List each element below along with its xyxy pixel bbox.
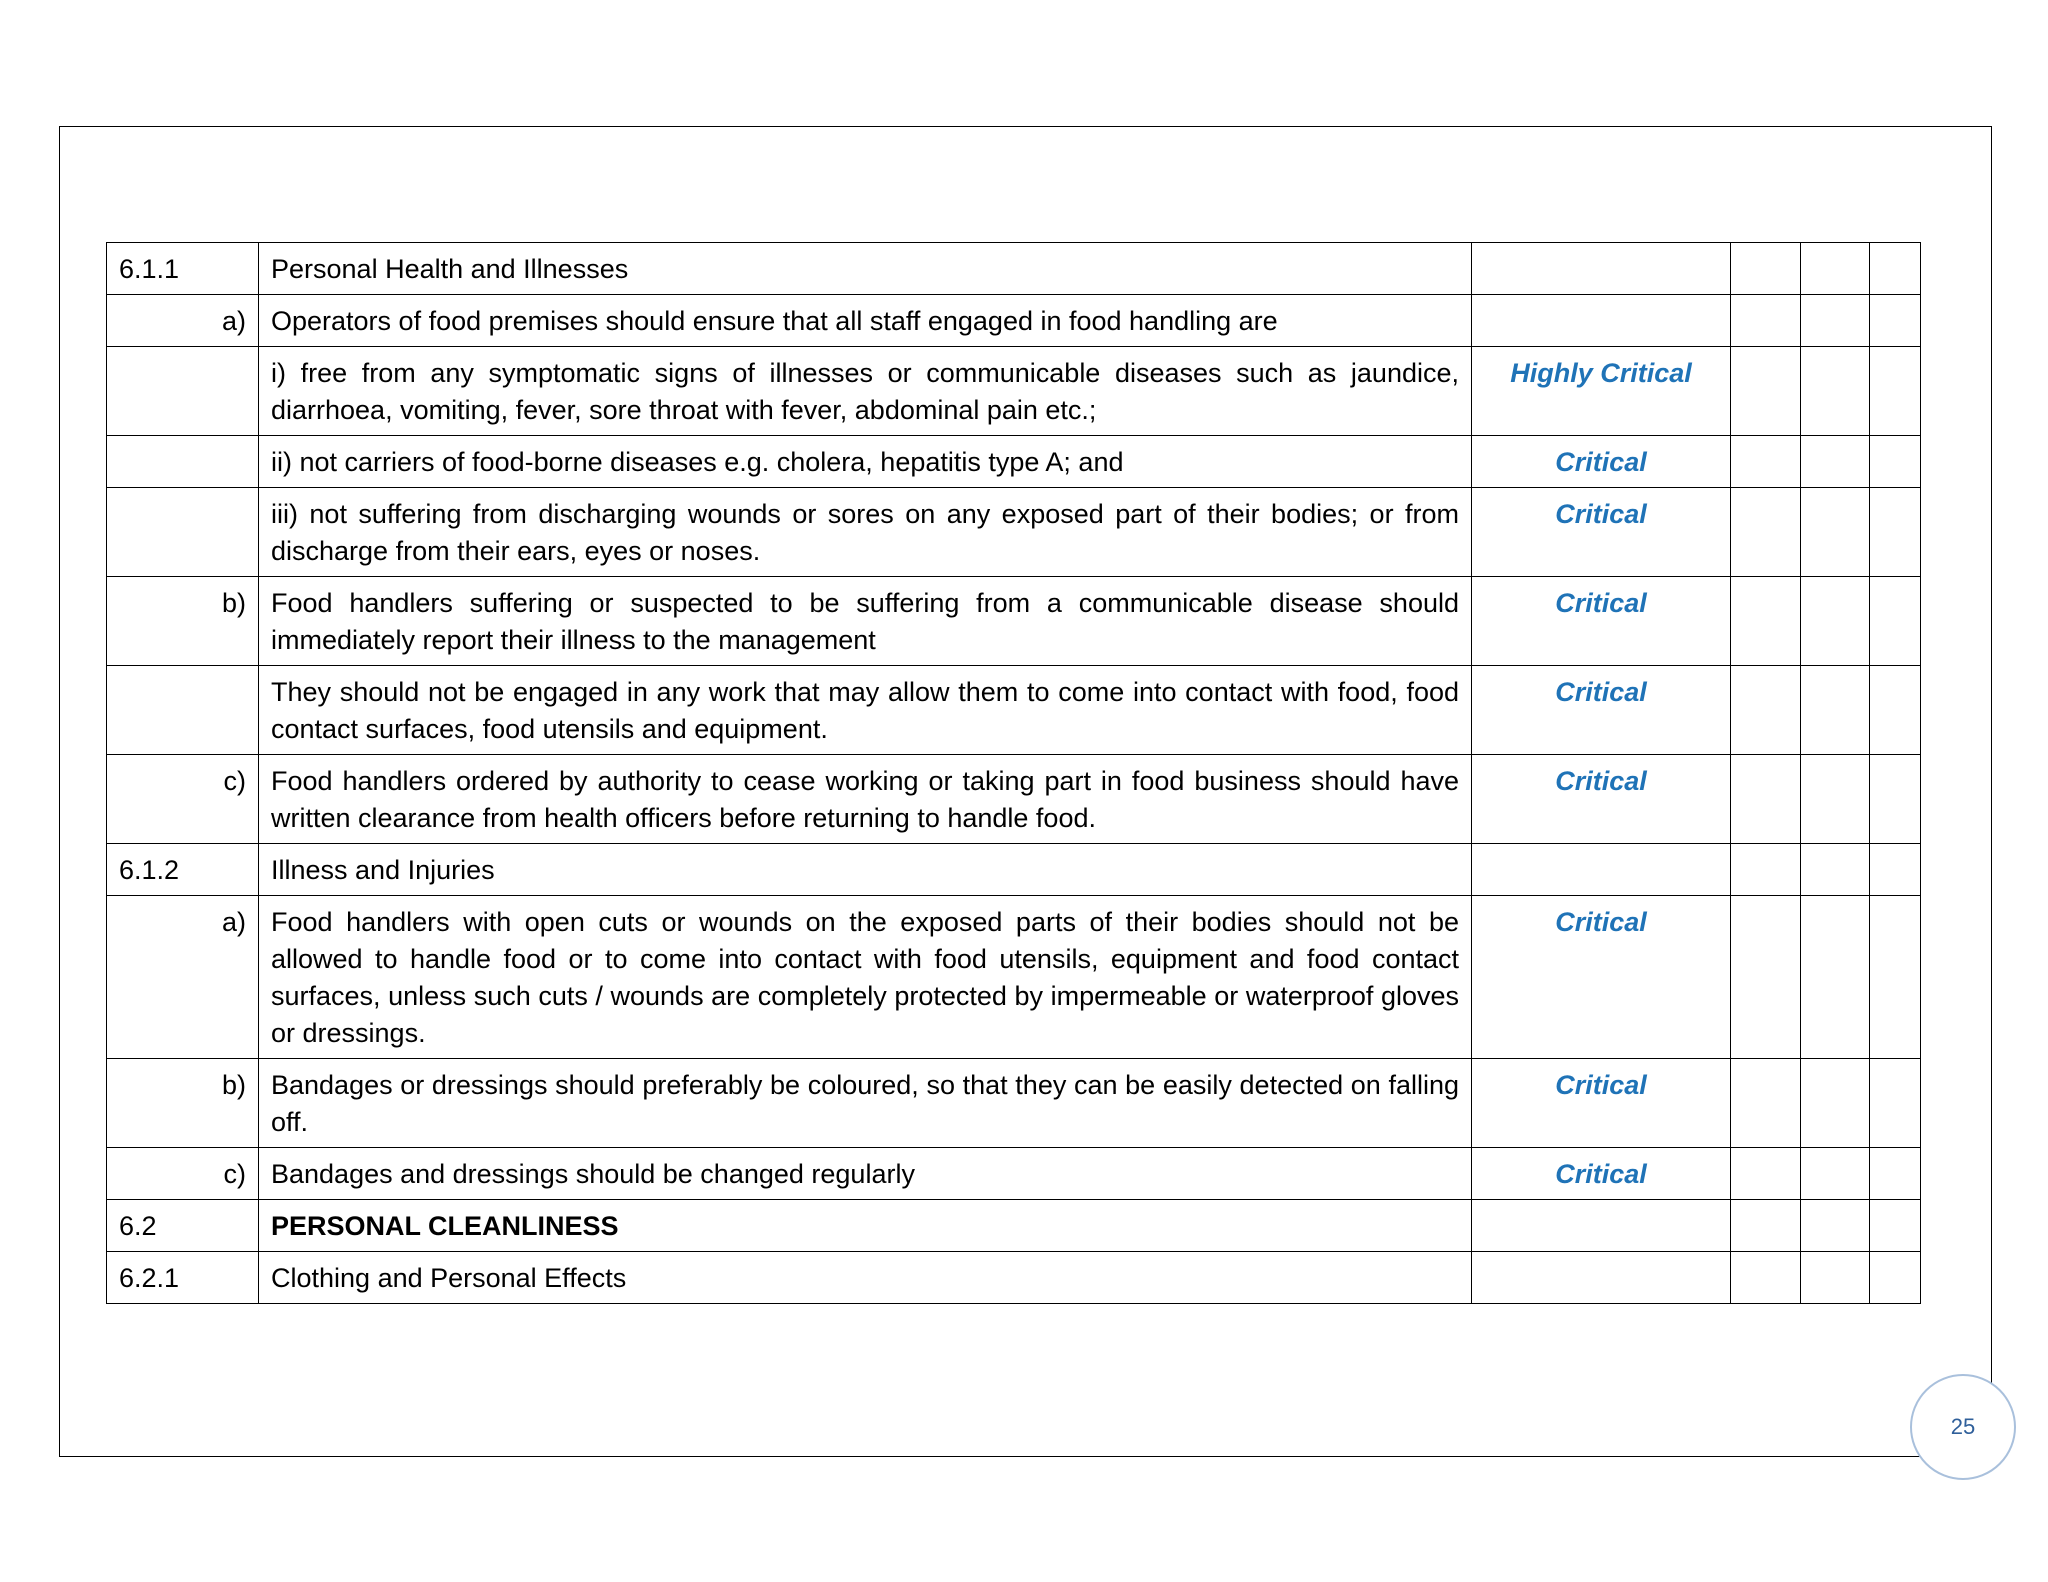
section-number (107, 347, 259, 436)
check-cell[interactable] (1731, 1200, 1801, 1252)
criticality-rating: Critical (1472, 1059, 1731, 1148)
requirement-text: Food handlers suffering or suspected to be suffering from a communicable disease should immediately report their illness to the management (259, 577, 1472, 666)
table-row (107, 488, 1921, 577)
check-cell[interactable] (1801, 295, 1870, 347)
check-cell[interactable] (1801, 1059, 1870, 1148)
requirement-text: Bandages and dressings should be changed regularly (259, 1148, 1472, 1200)
check-cell[interactable] (1801, 1252, 1870, 1304)
check-cell[interactable] (1801, 488, 1870, 577)
criticality-rating (1472, 295, 1731, 347)
check-cell[interactable] (1870, 295, 1921, 347)
criticality-rating (1472, 1252, 1731, 1304)
criticality-rating: Critical (1472, 755, 1731, 844)
criticality-rating: Critical (1472, 666, 1731, 755)
checklist-body (107, 243, 1921, 1304)
check-cell[interactable] (1870, 1148, 1921, 1200)
table-row (107, 1200, 1921, 1252)
section-number (107, 666, 259, 755)
page-number: 25 (1910, 1374, 2016, 1480)
criticality-rating: Highly Critical (1472, 347, 1731, 436)
criticality-rating: Critical (1472, 577, 1731, 666)
item-letter: a) (107, 295, 259, 347)
check-cell[interactable] (1731, 1148, 1801, 1200)
table-row (107, 1252, 1921, 1304)
check-cell[interactable] (1870, 488, 1921, 577)
check-cell[interactable] (1731, 243, 1801, 295)
check-cell[interactable] (1801, 896, 1870, 1059)
table-row (107, 844, 1921, 896)
requirement-text: Personal Health and Illnesses (259, 243, 1472, 295)
requirement-text: Food handlers ordered by authority to cease working or taking part in food business should have written clearance from health officers before returning to handle food. (259, 755, 1472, 844)
table-row (107, 347, 1921, 436)
requirement-text: Operators of food premises should ensure that all staff engaged in food handling are (259, 295, 1472, 347)
check-cell[interactable] (1801, 755, 1870, 844)
section-number: 6.1.1 (107, 243, 259, 295)
check-cell[interactable] (1801, 844, 1870, 896)
criticality-rating: Critical (1472, 896, 1731, 1059)
section-number: 6.2 (107, 1200, 259, 1252)
requirement-text: i) free from any symptomatic signs of illnesses or communicable diseases such as jaundice, diarrhoea, vomiting, fever, sore throat with fever, abdominal pain etc.; (259, 347, 1472, 436)
check-cell[interactable] (1801, 243, 1870, 295)
check-cell[interactable] (1870, 436, 1921, 488)
check-cell[interactable] (1870, 1059, 1921, 1148)
check-cell[interactable] (1870, 243, 1921, 295)
check-cell[interactable] (1870, 577, 1921, 666)
item-letter: b) (107, 1059, 259, 1148)
item-letter: b) (107, 577, 259, 666)
requirement-text: iii) not suffering from discharging wounds or sores on any exposed part of their bodies; or from discharge from their ears, eyes or noses. (259, 488, 1472, 577)
requirement-text: Food handlers with open cuts or wounds on the exposed parts of their bodies should not be allowed to handle food or to come into contact with food utensils, equipment and food contact surfaces, unless such cuts / wounds are completely protected by impermeable or waterproof gloves or dressings. (259, 896, 1472, 1059)
requirement-text: PERSONAL CLEANLINESS (259, 1200, 1472, 1252)
criticality-rating: Critical (1472, 488, 1731, 577)
table-row (107, 1148, 1921, 1200)
table-row (107, 1059, 1921, 1148)
table-row (107, 896, 1921, 1059)
check-cell[interactable] (1801, 347, 1870, 436)
section-number: 6.2.1 (107, 1252, 259, 1304)
criticality-rating (1472, 243, 1731, 295)
check-cell[interactable] (1870, 755, 1921, 844)
criticality-rating: Critical (1472, 1148, 1731, 1200)
checklist-table (106, 242, 1921, 1304)
check-cell[interactable] (1870, 1252, 1921, 1304)
check-cell[interactable] (1731, 488, 1801, 577)
criticality-rating: Critical (1472, 436, 1731, 488)
table-row (107, 755, 1921, 844)
requirement-text: They should not be engaged in any work that may allow them to come into contact with food, food contact surfaces, food utensils and equipment. (259, 666, 1472, 755)
check-cell[interactable] (1731, 577, 1801, 666)
check-cell[interactable] (1870, 844, 1921, 896)
item-letter: c) (107, 755, 259, 844)
requirement-text: ii) not carriers of food-borne diseases e.g. cholera, hepatitis type A; and (259, 436, 1472, 488)
item-letter: a) (107, 896, 259, 1059)
check-cell[interactable] (1731, 436, 1801, 488)
requirement-text: Clothing and Personal Effects (259, 1252, 1472, 1304)
check-cell[interactable] (1801, 1200, 1870, 1252)
table-row (107, 577, 1921, 666)
check-cell[interactable] (1731, 755, 1801, 844)
check-cell[interactable] (1731, 295, 1801, 347)
table-row (107, 666, 1921, 755)
check-cell[interactable] (1870, 347, 1921, 436)
check-cell[interactable] (1731, 844, 1801, 896)
check-cell[interactable] (1731, 1252, 1801, 1304)
check-cell[interactable] (1801, 1148, 1870, 1200)
section-number: 6.1.2 (107, 844, 259, 896)
criticality-rating (1472, 844, 1731, 896)
check-cell[interactable] (1731, 347, 1801, 436)
check-cell[interactable] (1870, 666, 1921, 755)
requirement-text: Illness and Injuries (259, 844, 1472, 896)
check-cell[interactable] (1801, 436, 1870, 488)
item-letter: c) (107, 1148, 259, 1200)
check-cell[interactable] (1870, 1200, 1921, 1252)
requirement-text: Bandages or dressings should preferably be coloured, so that they can be easily detected on falling off. (259, 1059, 1472, 1148)
section-number (107, 488, 259, 577)
check-cell[interactable] (1870, 896, 1921, 1059)
check-cell[interactable] (1731, 1059, 1801, 1148)
check-cell[interactable] (1731, 666, 1801, 755)
section-number (107, 436, 259, 488)
table-row (107, 295, 1921, 347)
table-row (107, 243, 1921, 295)
check-cell[interactable] (1801, 666, 1870, 755)
table-row (107, 436, 1921, 488)
check-cell[interactable] (1801, 577, 1870, 666)
check-cell[interactable] (1731, 896, 1801, 1059)
criticality-rating (1472, 1200, 1731, 1252)
